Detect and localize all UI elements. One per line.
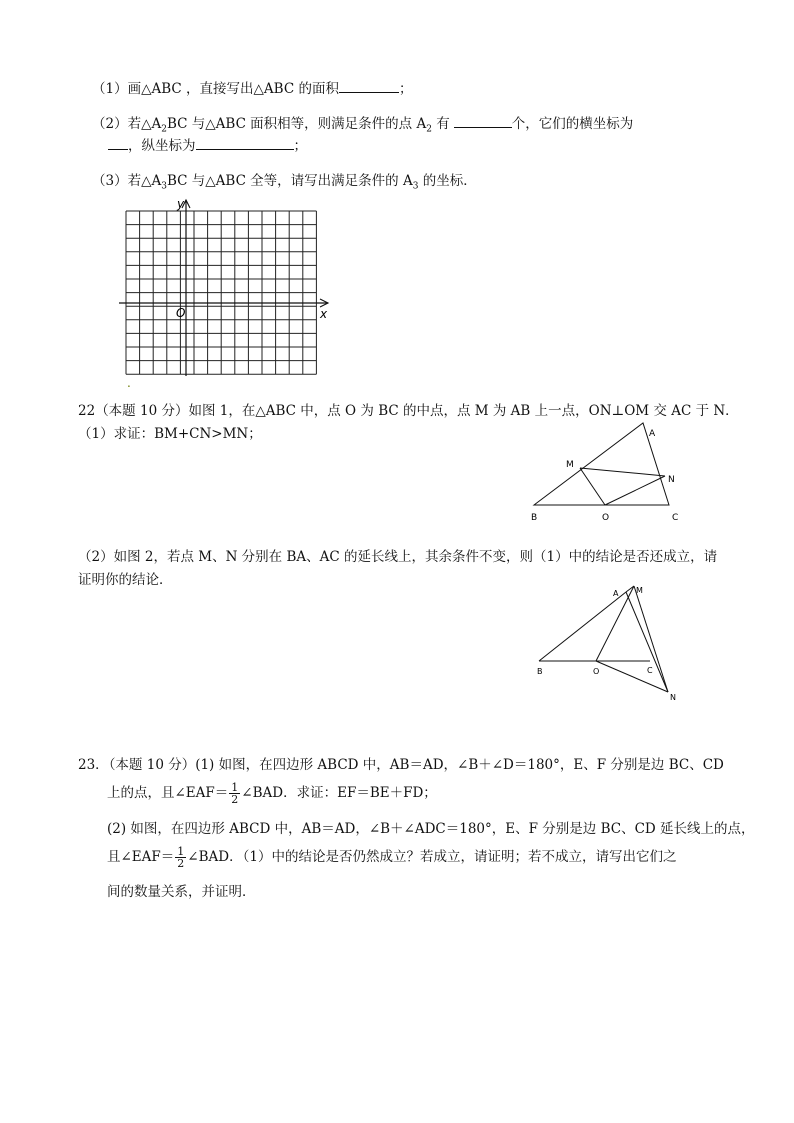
answer-blank [108, 137, 128, 150]
q23-line1 [78, 753, 724, 773]
origin-label: O [176, 306, 186, 320]
fraction-numerator: 1 [177, 845, 185, 858]
q23-part1-line2-b: ∠BAD．求证：EF＝BE＋FD； [241, 785, 437, 801]
q21-part2-text-a: 若△A [127, 116, 162, 132]
q23-number: 23． [78, 757, 109, 773]
fig1-label-a: A [649, 429, 656, 439]
q21-part2-label: （2） [92, 116, 128, 132]
q21-part3-text-a: 若△A [127, 173, 162, 189]
q23-part2-line2-a: 且∠EAF＝ [107, 849, 175, 865]
fig2-label-c: C [647, 666, 653, 675]
q21-part3-sub: 3 [161, 181, 167, 192]
fig1-label-o: O [602, 513, 610, 523]
q22-part2-line2: 证明你的结论． [78, 572, 173, 588]
fig1-label-c: C [672, 513, 679, 523]
coordinate-grid [110, 196, 340, 381]
q21-part1-label: （1） [92, 81, 128, 97]
q21-part3-text-b: BC 与△ABC 全等，请写出满足条件的 A [166, 173, 413, 189]
fig2-label-b: B [537, 667, 543, 676]
q23-part2-line2 [107, 840, 676, 874]
q23-part2-line3: 间的数量关系，并证明． [107, 884, 256, 900]
segment-mn [580, 468, 665, 476]
q21-part3-text-c: 的坐标． [418, 173, 477, 189]
q21-part2-sub: 2 [161, 124, 167, 135]
fig1-label-b: B [531, 513, 538, 523]
q22-statement: 如图 1，在△ABC 中，点 O 为 BC 的中点，点 M 为 AB 上一点，ON⊥OM 交 AC 于 N． [188, 403, 739, 419]
q22-score: （本题 10 分） [95, 403, 189, 419]
q21-part1 [92, 77, 412, 97]
q22-part1: （1）求证：BM+CN>MN； [78, 426, 262, 442]
q21-part2-text-e: ，纵坐标为 [128, 138, 196, 154]
q21-part1-text: 画△ABC ，直接写出△ABC 的面积 [127, 81, 339, 97]
fig1-label-m: M [566, 460, 574, 470]
q21-part2-text-d: 个，它们的横坐标为 [511, 116, 634, 132]
fig1-label-n: N [668, 475, 675, 485]
fraction-half [175, 846, 186, 869]
grid-lines [126, 211, 316, 374]
q21-part2-line2 [108, 134, 307, 154]
q22-header [78, 399, 739, 419]
figure-1 [528, 420, 693, 525]
q23-part2-line1: (2) 如图，在四边形 ABCD 中，AB＝AD，∠B＋∠ADC＝180°，E、F 分别是边 BC、CD 延长线上的点， [107, 821, 755, 837]
q21-part2 [92, 112, 633, 135]
answer-blank [196, 137, 294, 150]
q21-part2-sub2: 2 [426, 124, 432, 135]
q23-part2-line2-b: ∠BAD．（1）中的结论是否仍然成立？若成立，请证明；若不成立，请写出它们之 [187, 849, 677, 865]
q23-line2 [107, 776, 437, 810]
fraction-half [229, 782, 240, 805]
q23-part1-line1: (1) 如图，在四边形 ABCD 中，AB＝AD，∠B＋∠D＝180°，E、F 分别是边 BC、CD [195, 757, 724, 773]
fraction-denominator: 2 [177, 857, 185, 870]
fraction-denominator: 2 [231, 793, 239, 806]
q23-score: （本题 10 分） [108, 757, 196, 773]
q23-part1-line2-a: 上的点，且∠EAF＝ [107, 785, 229, 801]
q21-part2-text-b: BC 与△ABC 面积相等，则满足条件的点 A [166, 116, 427, 132]
fig2-label-m: M [636, 586, 643, 595]
answer-blank [339, 80, 399, 93]
q21-part3 [92, 169, 477, 192]
q21-part1-end: ； [398, 81, 413, 97]
q21-part2-end: ； [293, 138, 307, 154]
fig2-label-a: A [613, 589, 619, 598]
fig2-label-o: O [593, 667, 600, 676]
q21-part2-text-c: 有 [431, 116, 450, 132]
figure-2 [530, 582, 690, 707]
q21-part3-label: （3） [92, 173, 128, 189]
segment-on [605, 476, 665, 505]
answer-blank [454, 115, 512, 128]
q22-number: 22 [78, 403, 96, 419]
y-axis-label: y [177, 197, 185, 211]
q22-part2-line1: （2）如图 2，若点 M、N 分别在 BA、AC 的延长线上，其余条件不变，则（1）中的结论是否还成立，请 [78, 549, 718, 565]
fig2-label-n: N [670, 693, 676, 702]
x-axis-label: x [320, 307, 328, 321]
fraction-numerator: 1 [231, 781, 239, 794]
stray-dot: . [127, 376, 131, 390]
segment-mn [634, 586, 668, 692]
segment-mo [580, 468, 605, 505]
q21-part3-sub2: 3 [412, 181, 419, 192]
